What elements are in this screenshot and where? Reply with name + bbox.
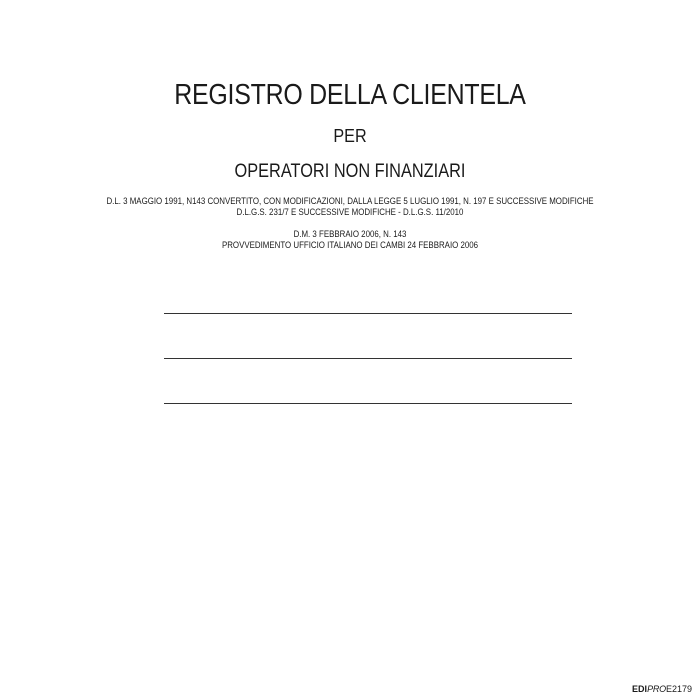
legal-reference-1: D.L. 3 MAGGIO 1991, N143 CONVERTITO, CON MODIFICAZIONI, DALLA LEGGE 5 LUGLIO 1991, N. 197 E SUCCESSIVE MODIFICHE <box>106 196 594 206</box>
document-subtitle: OPERATORI NON FINANZIARI <box>234 161 466 182</box>
legal-reference-2: D.L.G.S. 231/7 E SUCCESSIVE MODIFICHE - D.L.G.S. 11/2010 <box>236 207 464 217</box>
blank-fill-line <box>164 358 572 359</box>
blank-fill-line <box>164 313 572 314</box>
publisher-brand-italic: PRO <box>647 684 666 694</box>
document-connector: PER <box>333 126 367 146</box>
blank-fill-line <box>164 403 572 404</box>
product-code: E2179 <box>665 684 692 694</box>
publisher-brand-bold: EDI <box>632 684 648 694</box>
legal-reference-4: PROVVEDIMENTO UFFICIO ITALIANO DEI CAMBI 24 FEBBRAIO 2006 <box>221 240 479 250</box>
publisher-code <box>632 684 692 695</box>
legal-reference-3: D.M. 3 FEBBRAIO 2006, N. 143 <box>293 229 407 239</box>
document-title: REGISTRO DELLA CLIENTELA <box>174 79 526 111</box>
